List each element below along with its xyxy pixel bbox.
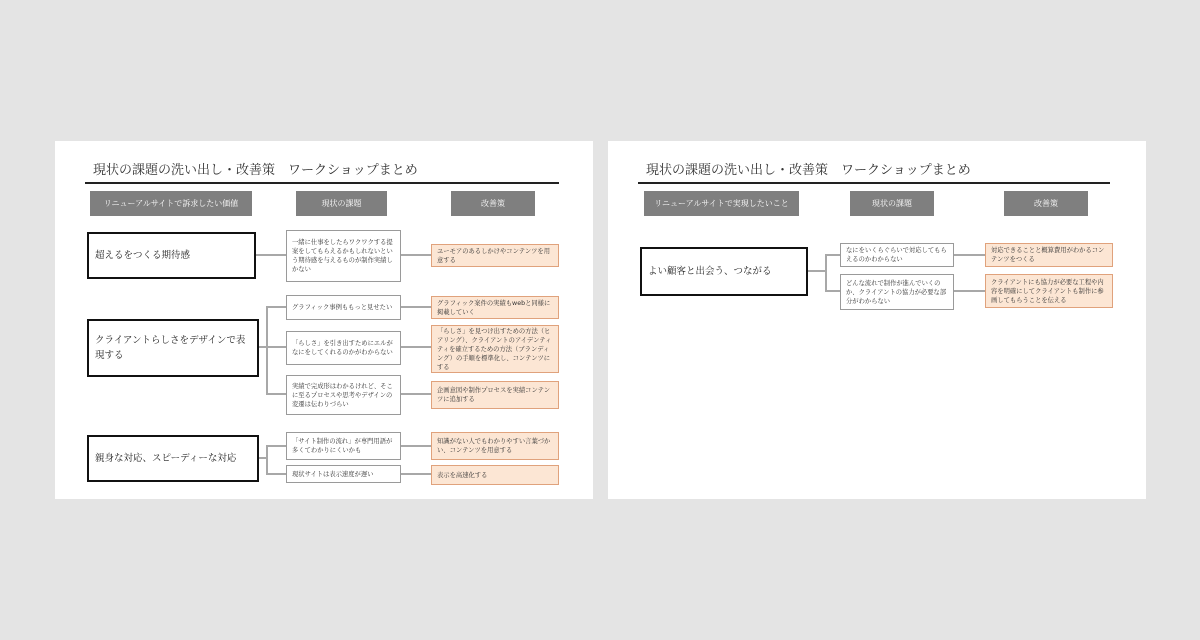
issue-text: 「サイト制作の流れ」が専門用語が多くてわかりにくいかも xyxy=(292,438,393,454)
issue-box xyxy=(286,230,401,282)
value-box xyxy=(640,247,808,296)
value-box xyxy=(87,435,259,482)
slide-1 xyxy=(55,141,593,499)
issue-text: なにをいくらぐらいで対応してもらえるのかわからない xyxy=(846,247,947,263)
fix-box xyxy=(431,244,559,267)
issue-text: 実績で完成形はわかるけれど、そこに至るプロセスや思考やデザインの変遷は伝わりづらい xyxy=(292,382,393,408)
header-fix: 改善策 xyxy=(1004,191,1088,216)
slide-title: 現状の課題の洗い出し・改善策 ワークショップまとめ xyxy=(646,163,971,178)
issue-text: グラフィック事例ももっと見せたい xyxy=(292,304,393,311)
fix-text: ユーモアのあるしかけやコンテンツを用意する xyxy=(437,247,551,264)
connector-line xyxy=(259,446,286,458)
value-text: クライアントらしさをデザインで表現する xyxy=(95,335,246,361)
connector-line xyxy=(808,255,840,271)
fix-text: 企画意図や制作プロセスを実績コンテンツに追加する xyxy=(437,387,551,403)
header-issue: 現状の課題 xyxy=(850,191,934,216)
fix-box xyxy=(431,325,559,373)
value-text: 親身な対応、スピーディーな対応 xyxy=(95,453,237,464)
fix-text: 対応できることと概算費用がわかるコンテンツをつくる xyxy=(991,247,1105,263)
fix-text: クライアントにも協力が必要な工程や内容を明確にしてクライアントも制作に参画してもらうことを伝える xyxy=(991,278,1104,304)
fix-text: 表示を高速化する xyxy=(437,471,488,479)
issue-text: 現状サイトは表示速度が遅い xyxy=(292,470,374,478)
connector-line xyxy=(259,307,286,347)
value-text: 超えるをつくる期待感 xyxy=(95,250,191,261)
header-fix: 改善策 xyxy=(451,191,535,216)
issue-box xyxy=(286,295,401,320)
issue-box xyxy=(286,331,401,365)
connector-line xyxy=(826,271,840,291)
fix-text: 知識がない人でもわかりやすい言葉づかい、コンテンツを用意する xyxy=(437,438,551,454)
issue-text: 「らしさ」を引き出すためにエルがなにをしてくれるのかがわからない xyxy=(292,340,393,356)
header-issue: 現状の課題 xyxy=(296,191,387,216)
connector-line xyxy=(267,307,286,394)
fix-text: グラフィック案件の実績もwebと同様に掲載していく xyxy=(437,299,551,316)
fix-box xyxy=(985,274,1113,308)
connector-lines xyxy=(608,141,1146,499)
fix-box xyxy=(985,243,1113,267)
issue-text: 一緒に仕事をしたらワクワクする提案をしてもらえるかもしれないという期待感を与えるものが制作実績しかない xyxy=(292,239,393,273)
slide-2 xyxy=(608,141,1146,499)
issue-box xyxy=(286,432,401,460)
issue-box xyxy=(840,243,954,267)
issue-box xyxy=(286,465,401,483)
slide-title: 現状の課題の洗い出し・改善策 ワークショップまとめ xyxy=(93,163,418,178)
fix-text: 「らしさ」を見つけ出すための方法（ヒアリング）、クライアントのアイデンティティを確立するための方法（ブランディング）の手順を標準化し、コンテンツにする xyxy=(437,327,552,371)
issue-box xyxy=(840,274,954,310)
fix-box xyxy=(431,381,559,409)
value-text: よい顧客と出会う、つながる xyxy=(648,266,772,277)
value-box xyxy=(87,319,259,377)
header-value: リニューアルサイトで実現したいこと xyxy=(644,191,799,216)
connector-line xyxy=(267,446,286,474)
header-value: リニューアルサイトで訴求したい価値 xyxy=(90,191,252,216)
issue-text: どんな流れで制作が進んでいくのか、クライアントの協力が必要な部分がわからない xyxy=(846,279,947,305)
fix-box xyxy=(431,465,559,485)
issue-box xyxy=(286,375,401,415)
fix-box xyxy=(431,432,559,460)
fix-box xyxy=(431,296,559,319)
value-box xyxy=(87,232,256,279)
